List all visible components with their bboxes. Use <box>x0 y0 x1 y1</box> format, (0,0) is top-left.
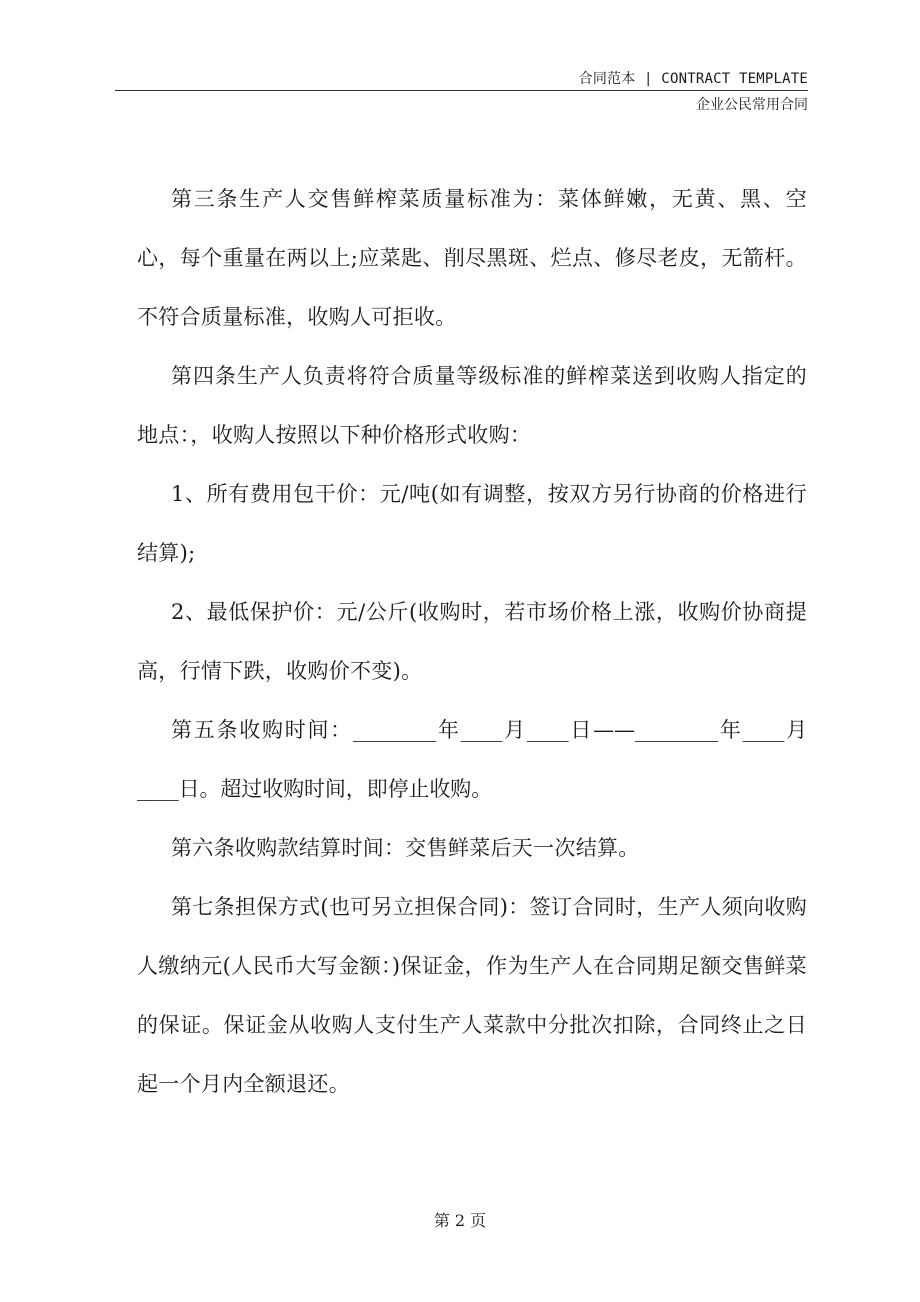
header-divider <box>115 90 808 91</box>
article-3-paragraph: 第三条生产人交售鲜榨菜质量标准为：菜体鲜嫩，无黄、黑、空心，每个重量在两以上;应菜匙、削尽黑斑、烂点、修尽老皮，无箭杆。不符合质量标准，收购人可拒收。 <box>137 187 807 329</box>
header-subtitle: 企业公民常用合同 <box>696 97 808 113</box>
price-option-1-paragraph: 1、所有费用包干价：元/吨(如有调整，按双方另行协商的价格进行结算); <box>137 482 807 565</box>
article-4-paragraph: 第四条生产人负责将符合质量等级标准的鲜榨菜送到收购人指定的地点：，收购人按照以下种价格形式收购： <box>137 364 807 447</box>
page-number: 第 2 页 <box>433 1211 487 1230</box>
header-title: 合同范本 | CONTRACT TEMPLATE <box>578 71 808 87</box>
article-7-paragraph: 第七条担保方式(也可另立担保合同)：签订合同时，生产人须向收购人缴纳元(人民币大写金额：)保证金，作为生产人在合同期足额交售鲜菜的保证。保证金从收购人支付生产人菜款中分批次扣除，合同终止之日起一个月内全额退还。 <box>137 895 807 1096</box>
article-5-paragraph: 第五条收购时间：________年____月____日——________年____月____日。超过收购时间，即停止收购。 <box>137 718 807 801</box>
page-header <box>115 66 808 116</box>
document-body <box>137 170 807 1114</box>
price-option-2-paragraph: 2、最低保护价：元/公斤(收购时，若市场价格上涨，收购价协商提高，行情下跌，收购价不变)。 <box>137 600 807 683</box>
article-6-paragraph: 第六条收购款结算时间：交售鲜菜后天一次结算。 <box>171 836 640 860</box>
